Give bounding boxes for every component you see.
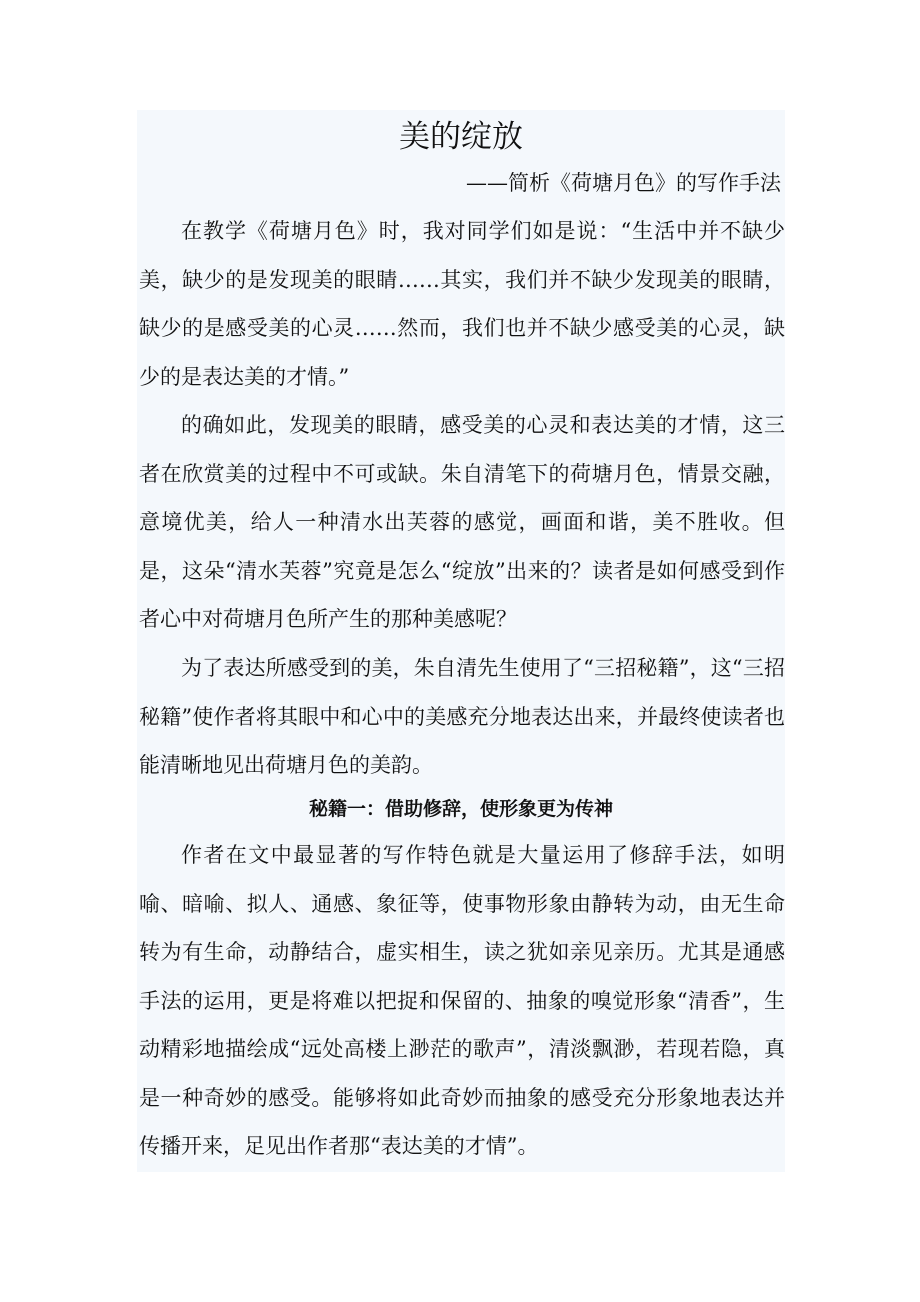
section-heading: 秘籍一：借助修辞，使形象更为传神 — [308, 798, 613, 820]
paragraph-3: 为了表达所感受到的美，朱自清先生使用了“三招秘籍”，这“三招秘籍”使作者将其眼中和心中的美感充分地表达出来，并最终使读者也能清晰地见出荷塘月色的美韵。 — [139, 656, 785, 777]
article-title: 美的绽放 — [399, 119, 523, 155]
paragraph-1: 在教学《荷塘月色》时，我对同学们如是说：“生活中并不缺少美，缺少的是发现美的眼睛……其实，我们并不缺少发现美的眼睛，缺少的是感受美的心灵……然而，我们也并不缺少感受美的心灵，缺少的是表达美的才情。” — [139, 219, 785, 389]
section-paragraph: 作者在文中最显著的写作特色就是大量运用了修辞手法，如明喻、暗喻、拟人、通感、象征等，使事物形象由静转为动，由无生命转为有生命，动静结合，虚实相生，读之犹如亲见亲历。尤其是通感手法的运用，更是将难以把捉和保留的、抽象的嗅觉形象“清香”，生动精彩地描绘成“远处高楼上渺茫的歌声”，清淡飘渺，若现若隐，真是一种奇妙的感受。能够将如此奇妙而抽象的感受充分形象地表达并传播开来，足见出作者那“表达美的才情”。 — [139, 843, 785, 1158]
paragraph-2: 的确如此，发现美的眼睛，感受美的心灵和表达美的才情，这三者在欣赏美的过程中不可或缺。朱自清笔下的荷塘月色，情景交融，意境优美，给人一种清水出芙蓉的感觉，画面和谐，美不胜收。但是，这朵“清水芙蓉”究竟是怎么“绽放”出来的？读者是如何感受到作者心中对荷塘月色所产生的那种美感呢？ — [139, 413, 785, 631]
document-content — [137, 110, 785, 1172]
article-subtitle: ——简析《荷塘月色》的写作手法 — [466, 171, 781, 195]
